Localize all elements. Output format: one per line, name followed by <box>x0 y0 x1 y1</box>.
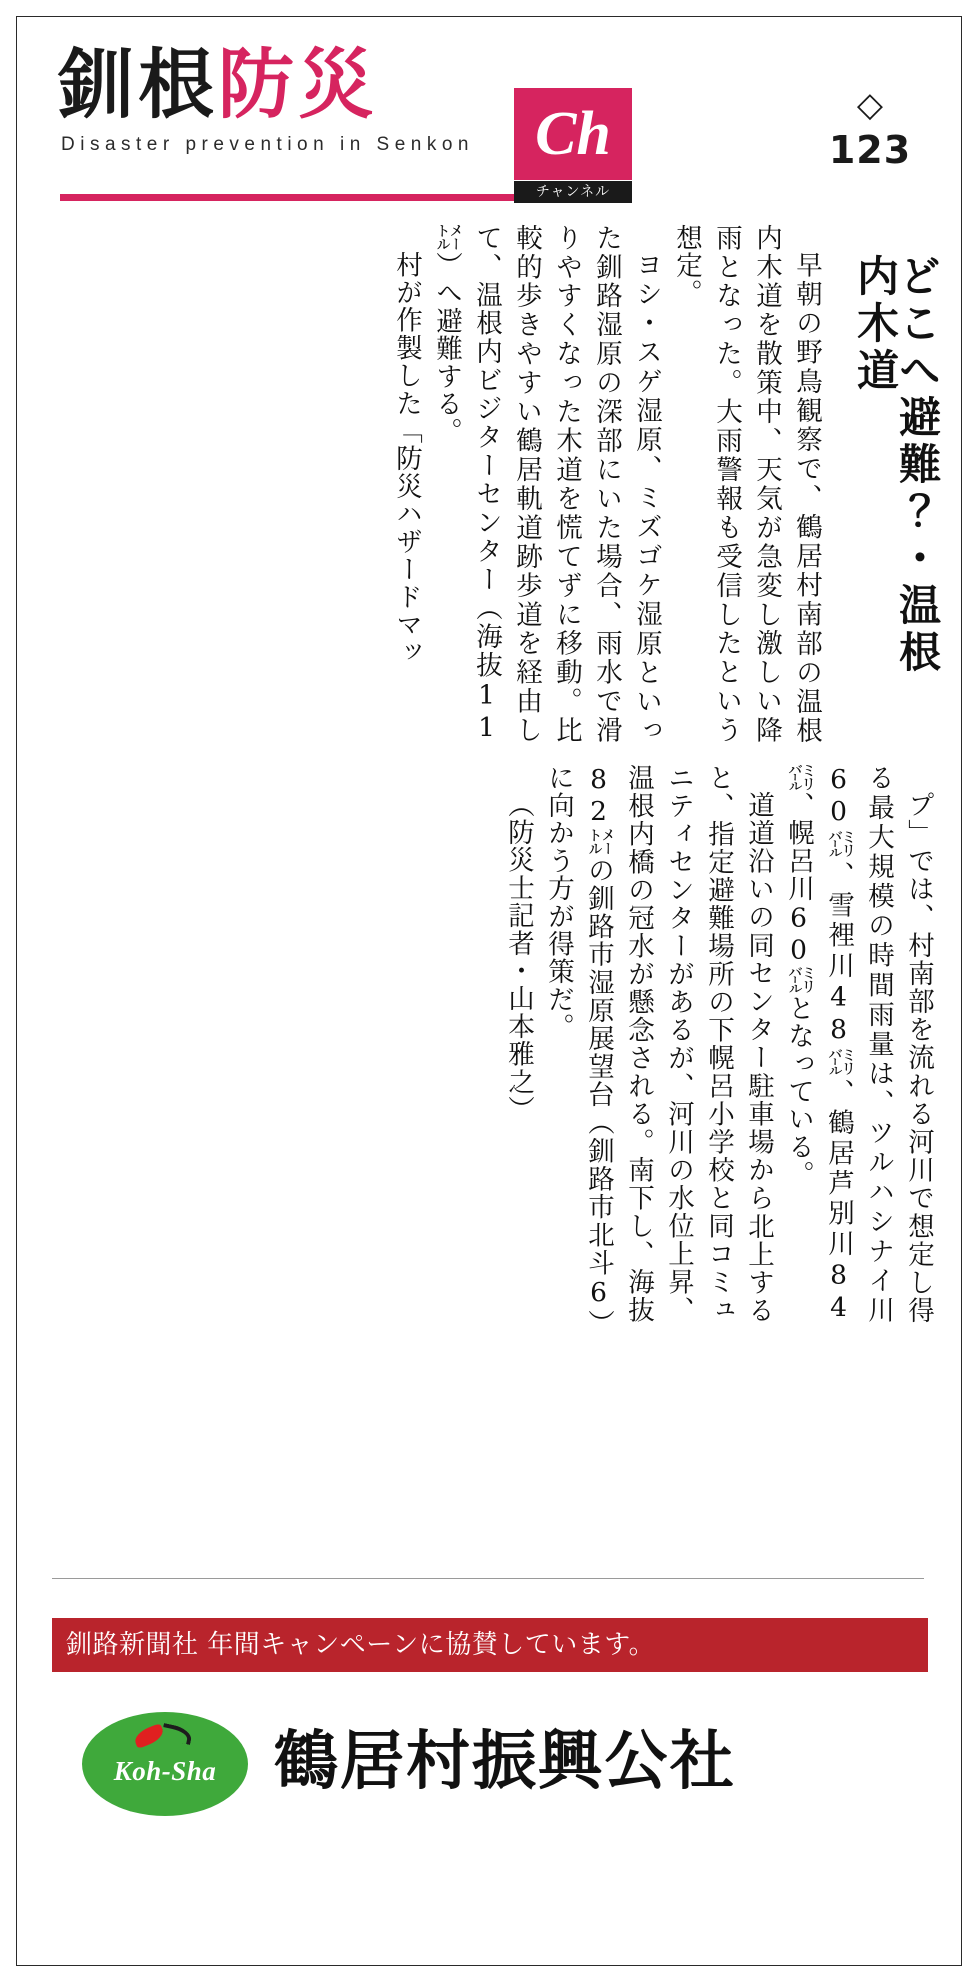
issue-number: 123 <box>828 128 912 172</box>
issue-number-block <box>810 85 930 172</box>
article-column-group-lower <box>178 764 938 1324</box>
koh-sha-logo-icon <box>82 1712 248 1816</box>
article-paragraph: 道道沿いの同センター駐車場から北上すると、指定避難場所の下幌呂小学校と同コミュニティセンターがあるが、河川の水位上昇、温根内橋の冠水が懸念される。南下し、海抜82㍍の釧路市湿原展望台（釧路市北斗6）に向かう方が得策だ。 <box>543 764 774 1324</box>
article-headline: どこへ避難？・温根内木道 <box>851 254 942 677</box>
section-divider <box>52 1578 924 1579</box>
logo-english-subtitle: Disaster prevention in Senkon <box>61 134 474 155</box>
channel-badge-sublabel: チャンネル <box>514 181 632 203</box>
sponsor-banner: 釧路新聞社 年間キャンペーンに協賛しています。 <box>52 1618 928 1672</box>
logo-title-part1: 釧根 <box>58 40 218 129</box>
article-column-group-upper <box>216 224 826 744</box>
article-body <box>36 208 942 1558</box>
masthead <box>36 42 936 202</box>
sponsor-company-name: 鶴居村振興公社 <box>274 1724 736 1799</box>
sponsor-footer <box>52 1706 928 1836</box>
diamond-icon: ◇ <box>856 85 884 125</box>
koh-sha-logo-label: Koh-Sha <box>113 1756 217 1786</box>
article-paragraph: 村が作製した「防災ハザードマッ <box>391 250 422 666</box>
logo-underline-rule <box>60 194 570 201</box>
logo-title-part2: 防災 <box>218 40 378 129</box>
article-paragraph: ヨシ・スゲ湿原、ミズゴケ湿原といった釧路湿原の深部にいた場合、雨水で滑りやすくなった木道を慌てずに移動。比較的歩きやすい鶴居軌道跡歩道を経由して、温根内ビジターセンター（海抜11㍍）へ避難する。 <box>431 224 662 744</box>
channel-badge <box>514 88 632 180</box>
channel-badge-label: Ch <box>535 100 611 168</box>
article-paragraph: プ」では、村南部を流れる河川で想定し得る最大規模の時間雨量は、ツルハシナイ川60㍊、雪裡川48㍊、鶴居芦別川84㍊、幌呂川60㍊となっている。 <box>783 764 934 1324</box>
stem-icon <box>161 1723 194 1745</box>
article-byline: （防災士記者・山本雅之） <box>503 790 534 1123</box>
article-paragraph: 早朝の野鳥観察で、鶴居村南部の温根内木道を散策中、天気が急変し激しい降雨となった。大雨警報も受信したという想定。 <box>671 224 822 744</box>
